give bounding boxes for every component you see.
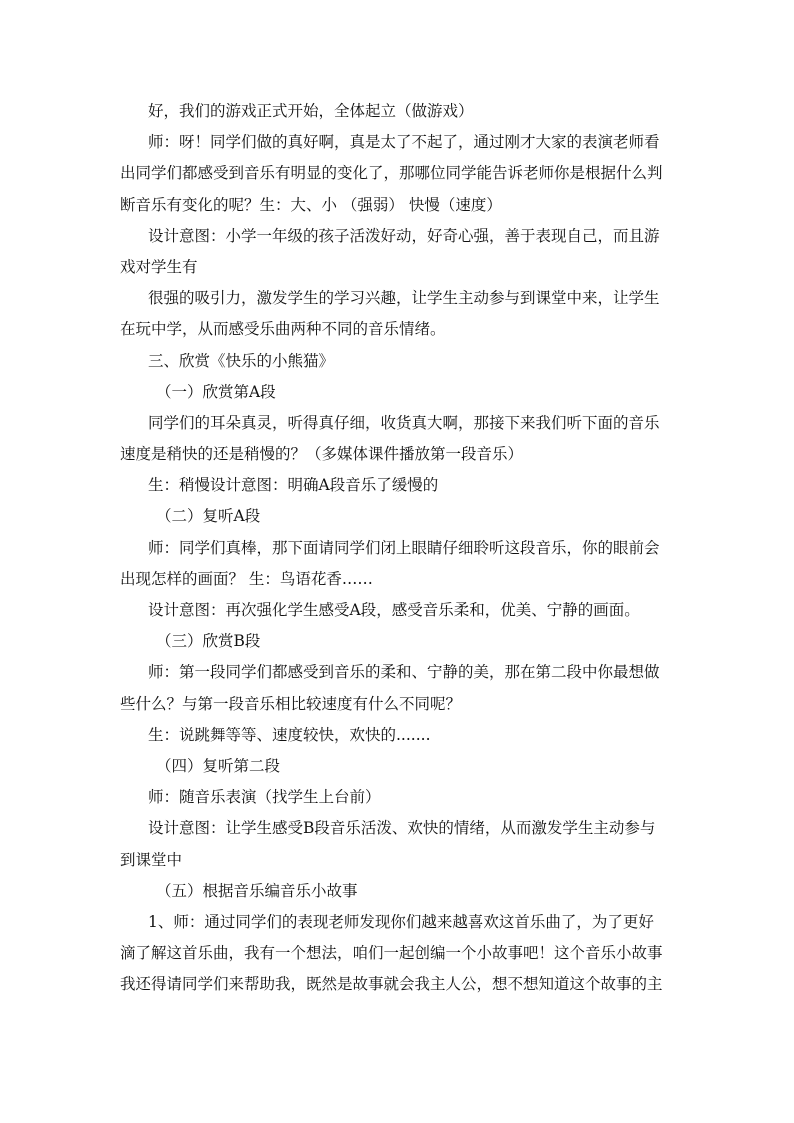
text-line: （五）根据音乐编音乐小故事 (156, 881, 358, 900)
document-body (120, 96, 676, 1000)
text-line: 师：随音乐表演（找学生上台前） (148, 788, 381, 807)
text-line: 我还得请同学们来帮助我，既然是故事就会我主人公，想不想知道这个故事的主 (120, 975, 663, 994)
text-line: 设计意图：让学生感受B段音乐活泼、欢快的情绪，从而激发学生主动参与 (148, 819, 656, 838)
text-line: 同学们的耳朵真灵，听得真仔细，收货真大啊，那接下来我们听下面的音乐 (148, 413, 660, 432)
text-line: 到课堂中 (120, 850, 183, 869)
text-line: 生：说跳舞等等、速度较快，欢快的....... (148, 725, 431, 744)
text-line: 师：第一段同学们都感受到音乐的柔和、宁静的美，那在第二段中你最想做 (148, 663, 660, 682)
text-line: 断音乐有变化的呢？生：大、小 （强弱） 快慢（速度） (120, 195, 502, 214)
text-line: 很强的吸引力，激发学生的学习兴趣，让学生主动参与到课堂中来，让学生 (148, 289, 660, 308)
text-line: （三）欣赏B段 (156, 632, 261, 651)
text-line: 滴了解这首乐曲，我有一个想法，咱们一起创编一个小故事吧！这个音乐小故事 (120, 944, 663, 963)
text-line: 三、欣赏《快乐的小熊猫》 (148, 351, 335, 370)
text-line: （一）欣赏第A段 (156, 382, 276, 401)
text-line: 师：同学们真棒，那下面请同学们闭上眼睛仔细聆听这段音乐，你的眼前会 (148, 538, 660, 557)
text-line: （二）复听A段 (156, 507, 261, 526)
text-line: 出现怎样的画面？ 生：鸟语花香…… (120, 569, 373, 588)
text-line: 戏对学生有 (120, 257, 198, 276)
text-line: 生：稍慢设计意图：明确A段音乐了缓慢的 (148, 476, 439, 495)
text-line: 好，我们的游戏正式开始，全体起立（做游戏） (148, 102, 474, 120)
text-line: 出同学们都感受到音乐有明显的变化了，那哪位同学能告诉老师你是根据什么判 (120, 164, 663, 183)
text-line: 设计意图：再次强化学生感受A段，感受音乐柔和，优美、宁静的画面。 (148, 601, 640, 619)
text-line: 些什么？与第一段音乐相比较速度有什么不同呢？ (120, 694, 462, 713)
text-line: 速度是稍快的还是稍慢的？（多媒体课件播放第一段音乐） (120, 445, 524, 464)
text-line: 师：呀！同学们做的真好啊，真是太了不起了，通过刚才大家的表演老师看 (148, 133, 660, 152)
text-line: 在玩中学，从而感受乐曲两种不同的音乐情绪。 (120, 320, 446, 339)
text-line: （四）复听第二段 (156, 756, 281, 775)
text-line: 设计意图：小学一年级的孩子活泼好动，好奇心强，善于表现自己，而且游 (148, 226, 660, 245)
text-line: 1、师：通过同学们的表现老师发现你们越来越喜欢这首乐曲了，为了更好 (148, 912, 654, 931)
